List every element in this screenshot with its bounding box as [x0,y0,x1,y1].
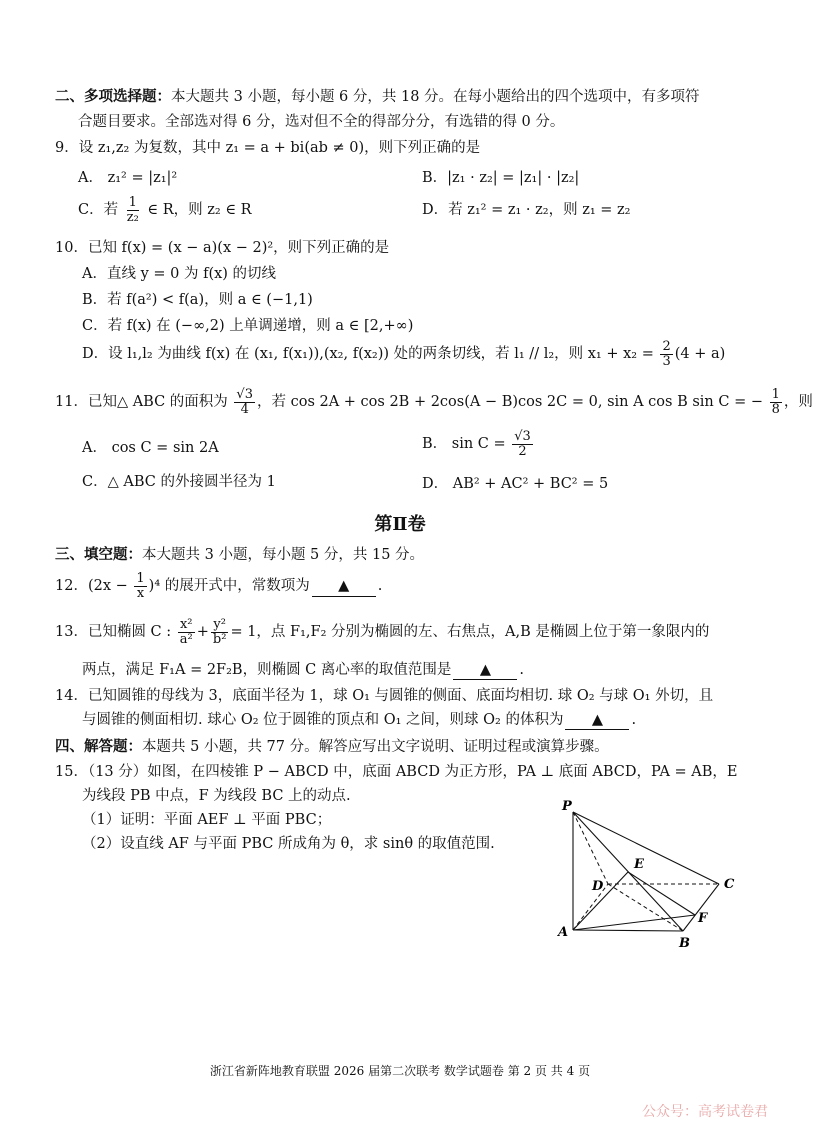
q15-line1: 15．（13 分）如图，在四棱锥 P − ABCD 中，底面 ABCD 为正方形，PA ⊥ 底面 ABCD，PA = AB，E [55,764,738,780]
q9-stem: 9．设 z₁,z₂ 为复数，其中 z₁ = a + bi(ab ≠ 0)，则下列正确的是 [55,140,481,156]
q9-option-a: A． z₁² = |z₁|² [78,170,178,186]
q13-frac1 [178,618,195,646]
q11-stem-pre: 11．已知△ ABC 的面积为 [55,394,228,411]
q11-b-num: √3 [514,429,531,444]
section4-text: 本题共 5 小题，共 77 分。解答应写出文字说明、证明过程或演算步骤。 [142,739,609,755]
label-b: B [679,936,690,951]
q13-n1: x² [179,617,193,632]
q11-val-den: 8 [771,401,780,417]
q15-part2: （2）设直线 AF 与平面 PBC 所成角为 θ，求 sinθ 的取值范围. [82,836,495,852]
label-p: P [562,799,572,814]
q13-post: = 1，点 F₁,F₂ 分别为椭圆的左、右焦点，A,B 是椭圆上位于第一象限内的 [230,624,710,641]
q13-pre: 13．已知椭圆 C : [55,624,172,641]
q13-line2 [82,662,524,680]
section2-line1: 本大题共 3 小题，每小题 6 分，共 18 分。在每小题给出的四个选项中，有多项符 [171,89,700,105]
q11-stem-post: ，则 [783,394,813,411]
q12-answer-blank: ▲ [312,578,376,596]
section2-line2: 合题目要求。全部选对得 6 分，选对但不全的得部分分，有选错的得 0 分。 [78,114,565,130]
q10-d-den: 3 [662,353,671,369]
section3-text: 本大题共 3 小题，每小题 5 分，共 15 分。 [142,547,425,563]
q12-den: x [136,585,145,601]
q11-stem-mid: ，若 cos 2A + cos 2B + 2cos(A − B)cos 2C = 0, sin A cos B sin C = − [256,394,763,411]
q9-option-d: D．若 z₁² = z₁ · z₂，则 z₁ = z₂ [422,202,631,218]
q9-c-num: 1 [128,195,137,210]
edge-pc [573,812,719,884]
q9-c-pre: C．若 [78,202,119,219]
q12-num: 1 [136,571,145,586]
q11-option-b [422,430,535,458]
q9-option-b: B．|z₁ · z₂| = |z₁| · |z₂| [422,170,580,186]
q13-n2: y² [213,617,226,632]
watermark: 公众号：高考试卷君 [642,1104,768,1120]
q9-option-c [78,196,252,224]
q10-d-post: (4 + a) [674,346,726,363]
q11-option-d: D． AB² + AC² + BC² = 5 [422,476,609,492]
q11-val-fraction [770,388,782,416]
q13-d2: b² [212,631,227,647]
q12-end: . [377,578,383,595]
q11-option-c: C．△ ABC 的外接圆半径为 1 [82,474,276,490]
q11-area-num: √3 [236,387,253,402]
q15-line2: 为线段 PB 中点，F 为线段 BC 上的动点. [82,788,351,804]
q11-b-fraction [512,430,533,458]
q15-pyramid-figure [550,790,750,950]
q10-d-num: 2 [662,339,671,354]
q11-b-den: 2 [518,443,527,459]
q10-d-pre: D．设 l₁,l₂ 为曲线 f(x) 在 (x₁, f(x₁)),(x₂, f(x₂)) 处的两条切线，若 l₁ // l₂，则 x₁ + x₂ = [82,346,654,363]
section4-title [55,738,609,756]
section3-heading: 三、填空题： [55,546,142,563]
q11-option-a: A． cos C = sin 2A [82,440,219,456]
q10-stem: 10．已知 f(x) = (x − a)(x − 2)²，则下列正确的是 [55,240,390,256]
label-d: D [592,879,604,894]
label-e: E [634,857,644,872]
q10-option-b: B．若 f(a²) < f(a)，则 a ∈ (−1,1) [82,292,313,308]
section2-title [55,88,700,106]
q15-part1: （1）证明：平面 AEF ⊥ 平面 PBC； [82,812,332,828]
q12-post: )⁴ 的展开式中，常数项为 [148,578,310,595]
q11-b-pre: B． sin C = [422,436,506,453]
section2-heading: 二、多项选择题： [55,88,171,105]
q12-line [55,572,382,600]
q10-option-a: A．直线 y = 0 为 f(x) 的切线 [82,266,277,282]
q10-option-d [82,340,725,368]
q14-line1: 14．已知圆锥的母线为 3，底面半径为 1，球 O₁ 与圆锥的侧面、底面均相切. 球 O₂ 与球 O₁ 外切，且 [55,688,714,704]
label-c: C [724,877,735,892]
q13-d1: a² [179,631,193,647]
q11-stem [55,388,813,416]
q13-line2-text: 两点，满足 F₁A = 2F₂B，则椭圆 C 离心率的取值范围是 [82,662,452,678]
section3-title [55,546,424,564]
q9-c-den: z₂ [126,209,139,225]
section4-heading: 四、解答题： [55,738,142,755]
edge-pd [573,812,608,884]
q13-answer-blank: ▲ [453,662,517,680]
q14-line2-text: 与圆锥的侧面相切. 球心 O₂ 位于圆锥的顶点和 O₁ 之间，则球 O₂ 的体积为 [82,712,564,728]
q12-fraction [134,572,146,600]
q13-end: . [519,662,524,678]
segment-af [573,915,695,930]
q10-d-fraction [660,340,672,368]
q13-line1 [55,618,709,646]
q11-area-fraction [234,388,255,416]
q9-c-fraction [125,196,141,224]
q14-line2 [82,712,636,730]
label-f: F [698,911,708,926]
q13-plus: + [196,624,209,641]
q14-end: . [631,712,637,728]
q10-option-c: C．若 f(x) 在 (−∞,2) 上单调递增，则 a ∈ [2,+∞) [82,318,414,334]
q11-area-den: 4 [240,401,249,417]
q13-frac2 [211,618,229,646]
edge-ab [573,930,683,931]
q12-pre: 12．(2x − [55,578,128,595]
volume-title: 第Ⅱ卷 [374,514,426,535]
q14-answer-blank: ▲ [565,712,629,730]
label-a: A [558,925,569,940]
q9-c-post: ∈ R，则 z₂ ∈ R [147,202,252,219]
q11-val-num: 1 [771,387,780,402]
page-footer: 浙江省新阵地教育联盟 2026 届第二次联考 数学试题卷 第 2 页 共 4 页 [209,1064,591,1078]
